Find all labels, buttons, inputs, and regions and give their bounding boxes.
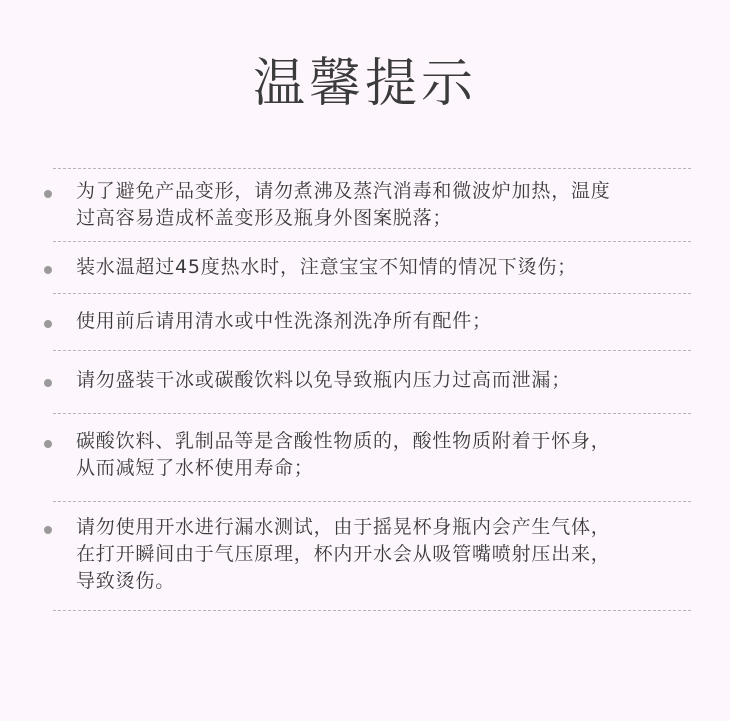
divider (53, 610, 691, 611)
tip-item-6 (44, 514, 704, 595)
bullet-icon (44, 266, 52, 274)
page-title: 温馨提示 (252, 54, 477, 114)
bullet-icon (44, 440, 52, 448)
tip-item-4 (44, 367, 704, 394)
tip-text: 使用前后请用清水或中性洗涤剂洗净所有配件； (76, 310, 492, 332)
divider (53, 293, 691, 294)
tip-text: 请勿使用开水进行漏水测试，由于摇晃杯身瓶内会产生气体， 在打开瞬间由于气压原理，杯内开水会从吸管嘴喷射压出来， 导致烫伤。 (76, 516, 611, 592)
bullet-icon (44, 526, 52, 534)
tip-item-5 (44, 428, 704, 482)
tip-text: 为了避免产品变形，请勿煮沸及蒸汽消毒和微波炉加热，温度 过高容易造成杯盖变形及瓶身外图案脱落； (76, 180, 611, 229)
tip-item-3 (44, 308, 704, 335)
divider (53, 350, 691, 351)
tip-text: 碳酸饮料、乳制品等是含酸性物质的，酸性物质附着于怀身， 从而减短了水杯使用寿命； (76, 430, 611, 479)
divider (53, 168, 691, 169)
divider (53, 413, 691, 414)
tip-item-2 (44, 254, 704, 281)
tip-text: 装水温超过45度热水时，注意宝宝不知情的情况下烫伤； (76, 256, 577, 278)
bullet-icon (44, 379, 52, 387)
bullet-icon (44, 190, 52, 198)
bullet-icon (44, 320, 52, 328)
divider (53, 501, 691, 502)
tip-text: 请勿盛装干冰或碳酸饮料以免导致瓶内压力过高而泄漏； (76, 369, 572, 391)
tip-item-1 (44, 178, 704, 232)
divider (53, 241, 691, 242)
